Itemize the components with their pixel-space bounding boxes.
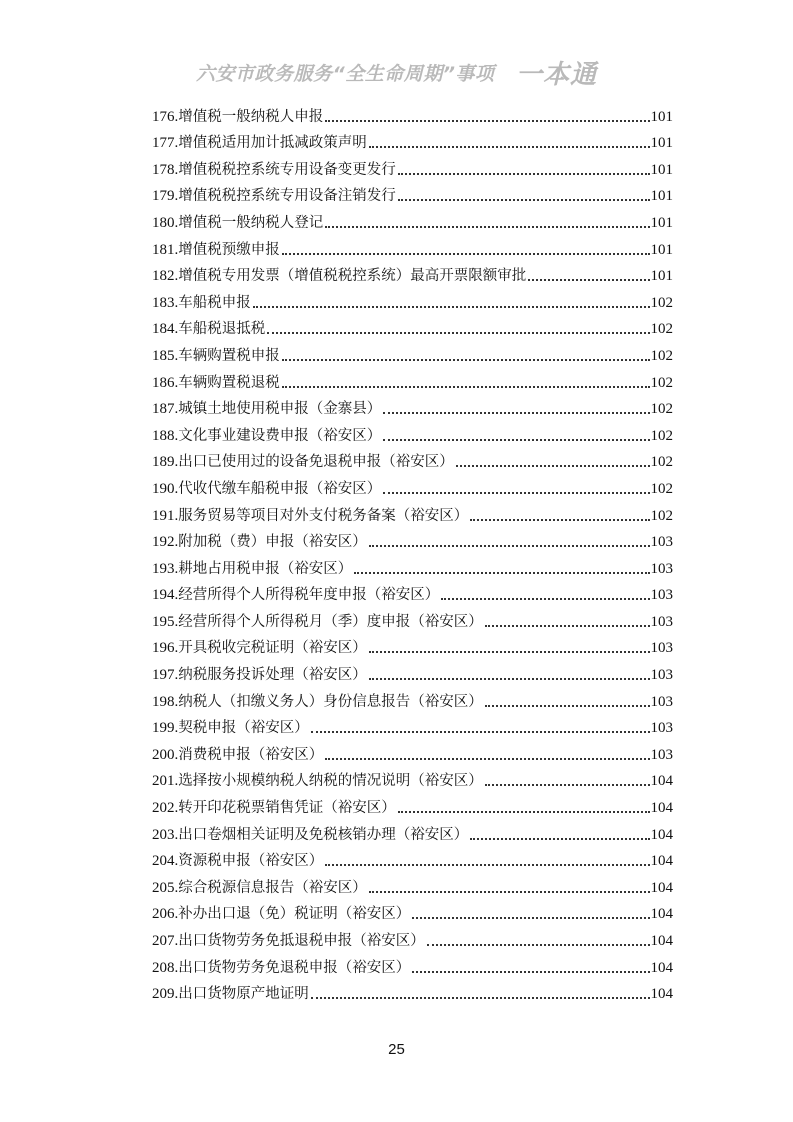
toc-entry-page: 102 [650,321,673,338]
toc-entry-title: 增值税适用加计抵减政策声明 [178,135,367,152]
toc-entry [152,419,673,446]
toc-dot-leader [412,971,649,973]
toc-entry [152,898,673,925]
toc-entry [152,552,673,579]
toc-entry-title: 选择按小规模纳税人纳税的情况说明（裕安区） [178,773,483,790]
toc-entry-number: 205. [152,879,179,896]
toc-dot-leader [398,199,650,201]
toc-entry-page: 104 [650,800,673,817]
page-header [0,54,793,91]
toc-dot-leader [325,120,649,122]
toc-dot-leader [470,838,649,840]
toc-entry-number: 198. [152,693,179,710]
toc-entry-page: 103 [650,534,673,551]
toc-entry-page: 104 [650,986,673,1003]
toc-entry-page: 102 [650,374,673,391]
toc-entry [152,366,673,393]
toc-entry-number: 189. [152,454,179,471]
toc-entry-page: 102 [650,294,673,311]
toc-dot-leader [485,705,650,707]
toc-entry-number: 191. [152,507,179,524]
toc-entry-page: 104 [650,773,673,790]
toc-dot-leader [325,758,649,760]
toc-entry [152,845,673,872]
toc-entry-number: 195. [152,613,179,630]
toc-dot-leader [282,253,650,255]
toc-dot-leader [398,811,650,813]
toc-entry-page: 101 [650,108,673,125]
toc-entry-title: 开具税收完税证明（裕安区） [178,640,367,657]
toc-entry [152,260,673,287]
toc-entry-title: 增值税税控系统专用设备注销发行 [178,188,396,205]
toc-entry-title: 出口货物劳务免退税申报（裕安区） [178,959,411,976]
toc-dot-leader [311,997,650,999]
toc-entry-number: 186. [152,374,179,391]
toc-entry-number: 209. [152,986,179,1003]
toc-entry [152,632,673,659]
toc-list [152,100,673,1004]
toc-entry-number: 187. [152,401,179,418]
toc-entry-title: 经营所得个人所得税年度申报（裕安区） [178,587,440,604]
toc-dot-leader [528,279,649,281]
toc-dot-leader [369,651,650,653]
toc-entry-title: 车船税退抵税 [178,321,266,338]
toc-entry [152,526,673,553]
toc-entry-number: 199. [152,720,179,737]
toc-entry-title: 增值税预缴申报 [178,241,280,258]
toc-entry-number: 182. [152,268,179,285]
toc-dot-leader [383,439,649,441]
toc-entry-title: 增值税一般纳税人登记 [178,214,324,231]
toc-entry [152,685,673,712]
toc-entry-number: 196. [152,640,179,657]
toc-entry-number: 192. [152,534,179,551]
toc-entry [152,765,673,792]
toc-entry-title: 资源税申报（裕安区） [178,853,324,870]
toc-entry-number: 202. [152,800,179,817]
toc-entry-title: 车船税申报 [178,294,251,311]
toc-entry [152,791,673,818]
toc-entry-page: 103 [650,640,673,657]
toc-entry-page: 102 [650,454,673,471]
toc-entry-title: 文化事业建设费申报（裕安区） [178,427,382,444]
header-title: 六安市政务服务“全生命周期”事项 [195,63,495,85]
toc-entry [152,712,673,739]
toc-entry-title: 出口货物原产地证明 [178,986,309,1003]
toc-entry-title: 增值税一般纳税人申报 [178,108,324,125]
toc-entry-title: 契税申报（裕安区） [178,720,309,737]
toc-entry-title: 增值税专用发票（增值税税控系统）最高开票限额审批 [178,268,527,285]
toc-dot-leader [383,492,649,494]
toc-entry [152,951,673,978]
toc-entry [152,605,673,632]
toc-entry-number: 201. [152,773,179,790]
toc-entry [152,738,673,765]
toc-entry-title: 纳税人（扣缴义务人）身份信息报告（裕安区） [178,693,483,710]
toc-dot-leader [369,545,650,547]
toc-entry-title: 耕地占用税申报（裕安区） [178,560,353,577]
toc-entry-page: 102 [650,507,673,524]
toc-entry-page: 101 [650,241,673,258]
toc-entry [152,313,673,340]
toc-entry-page: 102 [650,401,673,418]
toc-entry-number: 177. [152,135,179,152]
toc-dot-leader [354,572,649,574]
toc-entry-title: 经营所得个人所得税月（季）度申报（裕安区） [178,613,483,630]
toc-dot-leader [383,412,649,414]
toc-entry-number: 190. [152,480,179,497]
toc-entry-page: 101 [650,161,673,178]
toc-dot-leader [282,359,650,361]
toc-entry [152,871,673,898]
toc-dot-leader [470,519,649,521]
toc-dot-leader [369,891,650,893]
toc-entry-page: 104 [650,879,673,896]
toc-entry-number: 185. [152,347,179,364]
toc-entry-title: 代收代缴车船税申报（裕安区） [178,480,382,497]
toc-entry-number: 197. [152,667,179,684]
toc-entry-number: 194. [152,587,179,604]
toc-entry [152,100,673,127]
toc-entry-number: 203. [152,826,179,843]
toc-entry-number: 188. [152,427,179,444]
toc-entry-page: 104 [650,853,673,870]
toc-dot-leader [398,173,650,175]
toc-entry-title: 增值税税控系统专用设备变更发行 [178,161,396,178]
toc-dot-leader [325,864,649,866]
toc-entry [152,818,673,845]
toc-entry-title: 转开印花税票销售凭证（裕安区） [178,800,396,817]
toc-dot-leader [369,146,650,148]
toc-entry-number: 206. [152,906,179,923]
toc-entry-page: 103 [650,746,673,763]
header-brand: 一本通 [516,60,598,90]
toc-dot-leader [282,386,650,388]
toc-entry-page: 101 [650,214,673,231]
toc-entry-page: 101 [650,135,673,152]
toc-entry-title: 出口已使用过的设备免退税申报（裕安区） [178,454,454,471]
toc-entry-page: 101 [650,188,673,205]
toc-entry-page: 103 [650,613,673,630]
toc-entry [152,393,673,420]
toc-dot-leader [485,625,650,627]
toc-entry-title: 补办出口退（免）税证明（裕安区） [178,906,411,923]
toc-entry [152,658,673,685]
toc-entry [152,286,673,313]
toc-entry-page: 102 [650,427,673,444]
toc-entry-page: 104 [650,959,673,976]
toc-entry [152,924,673,951]
toc-entry-page: 103 [650,720,673,737]
toc-entry-number: 204. [152,853,179,870]
toc-entry-number: 184. [152,321,179,338]
toc-entry-title: 消费税申报（裕安区） [178,746,324,763]
toc-entry-number: 193. [152,560,179,577]
toc-dot-leader [253,306,650,308]
toc-entry-number: 178. [152,161,179,178]
toc-entry-title: 出口卷烟相关证明及免税核销办理（裕安区） [178,826,469,843]
toc-entry-page: 103 [650,667,673,684]
toc-entry-number: 179. [152,188,179,205]
toc-entry-page: 102 [650,480,673,497]
toc-entry-number: 200. [152,746,179,763]
toc-entry-title: 车辆购置税申报 [178,347,280,364]
toc-entry [152,446,673,473]
toc-entry [152,472,673,499]
toc-entry-page: 103 [650,560,673,577]
toc-entry-page: 103 [650,587,673,604]
toc-entry-title: 城镇土地使用税申报（金寨县） [178,401,382,418]
toc-entry-page: 104 [650,826,673,843]
toc-entry [152,127,673,154]
toc-entry [152,978,673,1005]
toc-entry [152,180,673,207]
toc-entry-number: 180. [152,214,179,231]
toc-dot-leader [456,465,650,467]
toc-entry [152,339,673,366]
toc-dot-leader [412,917,649,919]
toc-entry-page: 104 [650,933,673,949]
toc-entry-number: 176. [152,108,179,125]
toc-dot-leader [427,944,650,946]
toc-entry-number: 181. [152,241,179,258]
toc-entry-page: 101 [650,268,673,285]
toc-entry-title: 综合税源信息报告（裕安区） [178,879,367,896]
toc-entry-title: 出口货物劳务免抵退税申报（裕安区） [178,933,425,949]
toc-entry-title: 附加税（费）申报（裕安区） [178,534,367,551]
toc-entry [152,579,673,606]
toc-entry-number: 208. [152,959,179,976]
toc-entry-number: 207. [152,933,179,949]
toc-entry-page: 103 [650,693,673,710]
toc-dot-leader [311,731,650,733]
toc-entry [152,153,673,180]
toc-entry-page: 104 [650,906,673,923]
toc-entry [152,206,673,233]
toc-entry [152,499,673,526]
toc-entry-title: 服务贸易等项目对外支付税务备案（裕安区） [178,507,469,524]
toc-dot-leader [267,332,649,334]
toc-entry-title: 纳税服务投诉处理（裕安区） [178,667,367,684]
page-number: 25 [388,1041,405,1058]
toc-entry-page: 102 [650,347,673,364]
toc-entry-title: 车辆购置税退税 [178,374,280,391]
toc-entry [152,233,673,260]
toc-dot-leader [325,226,649,228]
toc-dot-leader [369,678,650,680]
toc-dot-leader [441,598,649,600]
toc-entry-number: 183. [152,294,179,311]
toc-dot-leader [485,784,650,786]
